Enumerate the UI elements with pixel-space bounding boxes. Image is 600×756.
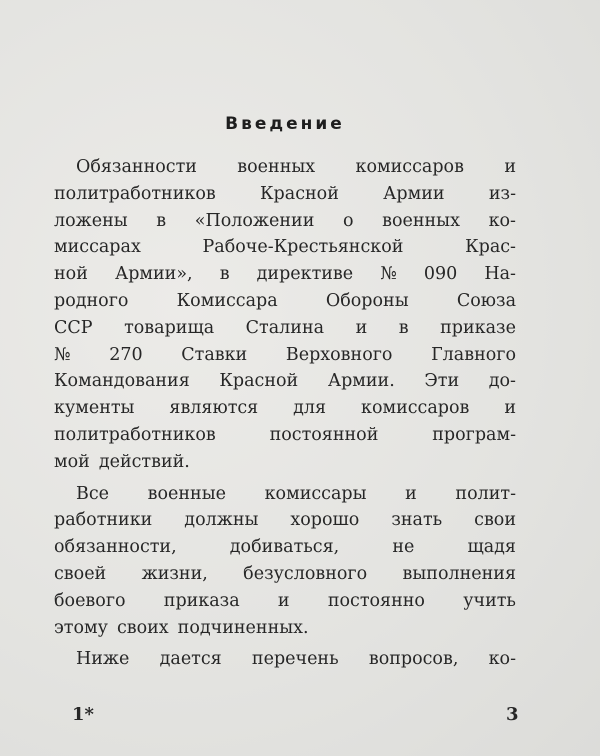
text-line: Обязанности военных комиссаров и bbox=[76, 157, 516, 177]
text-line: миссарах Рабоче-Крестьянской Крас- bbox=[54, 237, 516, 258]
text-line: Все военные комиссары и полит- bbox=[76, 483, 516, 504]
text-line: мой действий. bbox=[54, 451, 190, 472]
text-line: политработников постоянной програм- bbox=[54, 424, 516, 445]
text-line: родного Комиссара Обороны Союза bbox=[54, 290, 516, 311]
text-line: своей жизни, безусловного выполнения bbox=[54, 563, 516, 584]
section-title: Введение bbox=[225, 114, 345, 134]
text-line: Ниже дается перечень вопросов, ко- bbox=[76, 649, 516, 670]
signature-mark: 1* bbox=[72, 704, 94, 725]
text-line: Командования Красной Армии. Эти до- bbox=[54, 371, 516, 392]
page-number: 3 bbox=[506, 704, 519, 725]
text-line: кументы являются для комиссаров и bbox=[54, 398, 516, 419]
body-text bbox=[54, 154, 516, 673]
text-line: боевого приказа и постоянно учить bbox=[54, 590, 516, 611]
text-line: № 270 Ставки Верховного Главного bbox=[54, 344, 516, 365]
text-line: работники должны хорошо знать свои bbox=[54, 510, 516, 531]
text-line: ложены в «Положении о военных ко- bbox=[54, 210, 516, 231]
text-line: этому своих подчиненных. bbox=[54, 617, 309, 638]
text-line: ной Армии», в директиве № 090 На- bbox=[54, 264, 516, 285]
text-line: политработников Красной Армии из- bbox=[54, 183, 516, 204]
text-line: обязанности, добиваться, не щадя bbox=[54, 537, 516, 558]
text-line: ССР товарища Сталина и в приказе bbox=[54, 317, 516, 338]
